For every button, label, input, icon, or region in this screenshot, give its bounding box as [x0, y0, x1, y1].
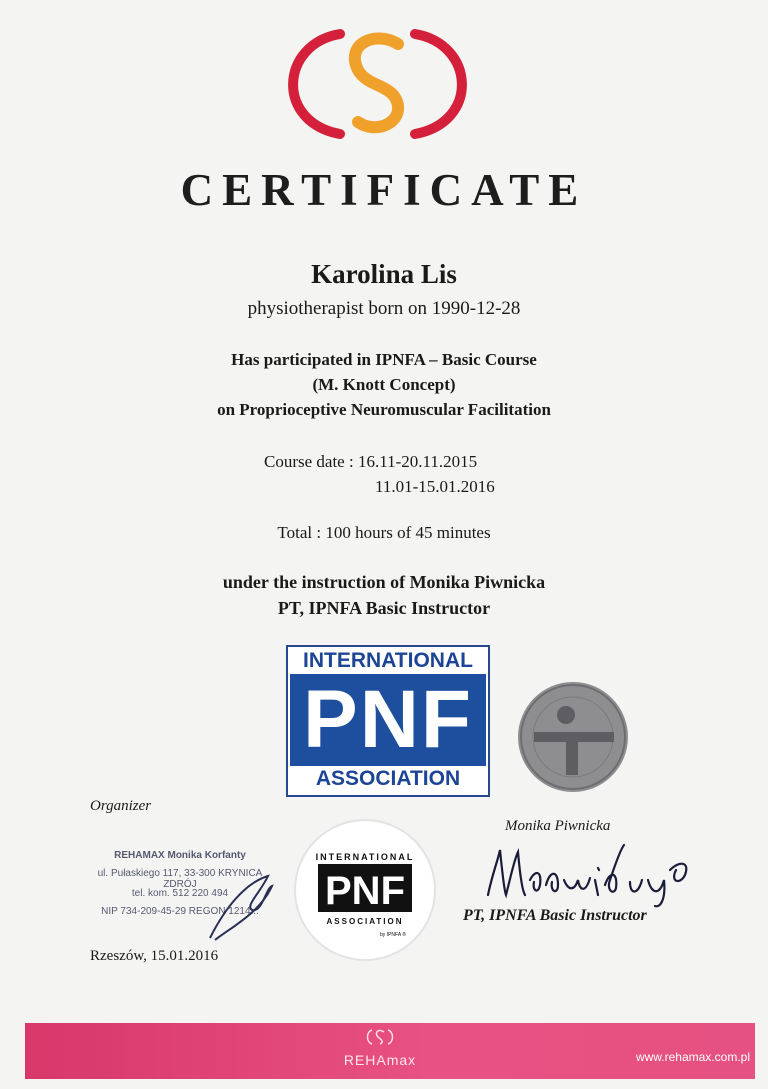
instructor-line: PT, IPNFA Basic Instructor: [277, 598, 491, 618]
course-line: Has participated in IPNFA – Basic Course: [231, 350, 537, 369]
course-line: on Proprioceptive Neuromuscular Facilitation: [217, 400, 551, 419]
organizer-label: Organizer: [90, 798, 152, 814]
course-line: (M. Knott Concept): [312, 375, 456, 394]
pnf-logo-top: INTERNATIONAL: [290, 649, 486, 673]
stamp-line: ul. Pułaskiego 117, 33-300 KRYNICA ZDRÓJ: [97, 868, 263, 890]
stamp-line: tel. kom. 512 220 494: [131, 888, 229, 899]
signatory-title: PT, IPNFA Basic Instructor: [463, 907, 647, 924]
svg-text:ASSOCIATION: ASSOCIATION: [326, 917, 404, 926]
svg-text:by IPNFA ®: by IPNFA ®: [380, 932, 406, 938]
pnf-logo-bottom: ASSOCIATION: [290, 767, 486, 791]
pnf-seal-icon: [293, 818, 438, 963]
recipient-description: physiotherapist born on 1990-12-28: [247, 298, 521, 319]
certificate-title: CERTIFICATE: [180, 165, 588, 215]
stamp-line: REHAMAX Monika Korfanty: [114, 850, 246, 861]
footer-brand: REHAmax: [343, 1052, 417, 1068]
course-date: Course date : 16.11-20.11.2015: [264, 452, 478, 471]
svg-text:PNF: PNF: [325, 869, 405, 913]
recipient-name: Karolina Lis: [311, 259, 457, 289]
pnf-association-logo: [286, 645, 490, 797]
place-date: Rzeszów, 15.01.2016: [90, 948, 219, 964]
footer-url[interactable]: www.rehamax.com.pl: [635, 1050, 750, 1064]
svg-text:INTERNATIONAL: INTERNATIONAL: [315, 852, 415, 862]
course-date-second: 11.01-15.01.2016: [375, 477, 495, 496]
embossed-seal-icon: [516, 680, 631, 795]
stamp-line: NIP 734-209-45-29 REGON 1214...: [101, 906, 259, 917]
signature-icon: [480, 840, 700, 910]
pnf-logo-mid: PNF: [290, 674, 486, 766]
organizer-signature-icon: [190, 858, 280, 948]
total-hours: Total : 100 hours of 45 minutes: [277, 523, 491, 542]
instructor-line: under the instruction of Monika Piwnicka: [222, 572, 546, 592]
signatory-name: Monika Piwnicka: [505, 818, 611, 834]
rehamax-logo-icon: [270, 22, 485, 147]
